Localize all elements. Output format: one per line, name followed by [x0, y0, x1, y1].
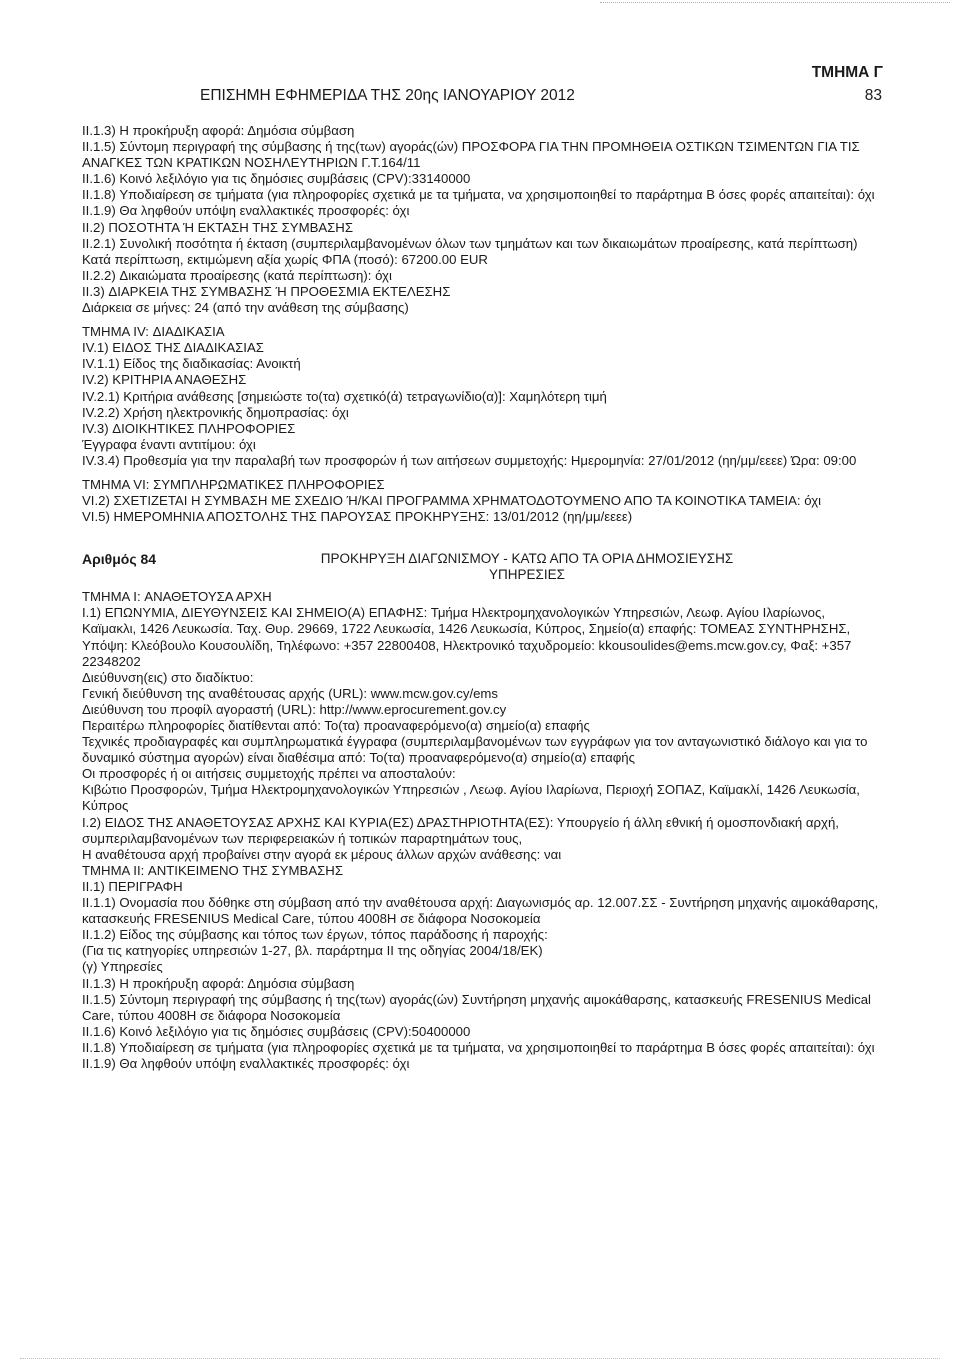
paragraph: Διάρκεια σε μήνες: 24 (από την ανάθεση της σύμβασης)	[82, 300, 409, 316]
document-body	[82, 123, 882, 1072]
block-contract-details	[82, 123, 882, 316]
paragraph: II.1.9) Θα ληφθούν υπόψη εναλλακτικές προσφορές: όχι	[82, 1055, 410, 1071]
paragraph: Διεύθυνση του προφίλ αγοραστή (URL): http://www.eprocurement.gov.cy	[82, 701, 507, 717]
section-heading: ΤΜΗΜΑ VI: ΣΥΜΠΛΗΡΩΜΑΤΙΚΕΣ ΠΛΗΡΟΦΟΡΙΕΣ	[82, 476, 385, 492]
paragraph: II.1.2) Είδος της σύμβασης και τόπος των έργων, τόπος παράδοσης ή παροχής:	[82, 927, 548, 943]
paragraph: IV.3) ΔΙΟΙΚΗΤΙΚΕΣ ΠΛΗΡΟΦΟΡΙΕΣ	[82, 420, 296, 436]
notice-number: Αριθμός 84	[82, 551, 157, 568]
block-procedure	[82, 324, 882, 469]
notice-title-line: ΠΡΟΚΗΡΥΞΗ ΔΙΑΓΩΝΙΣΜΟΥ - ΚΑΤΩ ΑΠΟ ΤΑ ΟΡΙΑ ΔΗΜΟΣΙΕΥΣΗΣ	[320, 551, 734, 567]
paragraph: (Για τις κατηγορίες υπηρεσιών 1-27, βλ. παράρτημα II της οδηγίας 2004/18/ΕΚ)	[82, 943, 543, 959]
paragraph: IV.2.1) Κριτήρια ανάθεσης [σημειώστε το(τα) σχετικό(ά) τετραγωνίδιο(α)]: Χαμηλότερη τιμή	[82, 388, 607, 404]
paragraph: IV.2) ΚΡΙΤΗΡΙΑ ΑΝΑΘΕΣΗΣ	[82, 372, 247, 388]
section-label: ΤΜΗΜΑ Γ	[811, 64, 883, 81]
paragraph: II.2.2) Δικαιώματα προαίρεσης (κατά περίπτωση): όχι	[82, 267, 392, 283]
paragraph: VI.5) ΗΜΕΡΟΜΗΝΙΑ ΑΠΟΣΤΟΛΗΣ ΤΗΣ ΠΑΡΟΥΣΑΣ ΠΡΟΚΗΡΥΞΗΣ: 13/01/2012 (ηη/μμ/εεεε)	[82, 509, 633, 525]
notice-title	[172, 551, 882, 583]
paragraph: Γενική διεύθυνση της αναθέτουσας αρχής (URL): www.mcw.gov.cy/ems	[82, 685, 499, 701]
paragraph: Η αναθέτουσα αρχή προβαίνει στην αγορά εκ μέρους άλλων αρχών ανάθεσης: ναι	[82, 846, 562, 862]
paragraph: II.2) ΠΟΣΟΤΗΤΑ Ή ΕΚΤΑΣΗ ΤΗΣ ΣΥΜΒΑΣΗΣ	[82, 219, 353, 235]
paragraph: II.3) ΔΙΑΡΚΕΙΑ ΤΗΣ ΣΥΜΒΑΣΗΣ Ή ΠΡΟΘΕΣΜΙΑ ΕΚΤΕΛΕΣΗΣ	[82, 283, 451, 299]
paragraph: Έγγραφα έναντι αντιτίμου: όχι	[82, 436, 256, 452]
paragraph: II.1.3) Η προκήρυξη αφορά: Δημόσια σύμβαση	[82, 123, 355, 138]
paragraph: Κατά περίπτωση, εκτιμώμενη αξία χωρίς ΦΠΑ (ποσό): 67200.00 EUR	[82, 251, 488, 267]
paragraph: II.1.8) Υποδιαίρεση σε τμήματα (για πληροφορίες σχετικά με τα τμήματα, να χρησιμοποιηθεί το παράρτημα Β όσες φορές απαιτείται): όχι	[82, 1039, 875, 1055]
paragraph: II.1.1) Ονομασία που δόθηκε στη σύμβαση από την αναθέτουσα αρχή: Διαγωνισμός αρ. 12.007.ΣΣ - Συντήρηση μηχανής αιμοκάθαρσης, κατασκευής FRESENIUS Medical Care, τύπου 4008H σε διάφορα Νοσοκομεία	[82, 895, 879, 927]
paragraph: Τεχνικές προδιαγραφές και συμπληρωματικά έγγραφα (συμπεριλαμβανομένων των εγγράφων για τον ανταγωνιστικό διάλογο και για το δυναμικό σύστημα αγορών) είναι διαθέσιμα από: Το(τα) προαναφερόμενο(α) σημείο(α) επαφής	[82, 734, 868, 766]
paragraph: II.1.6) Κοινό λεξιλόγιο για τις δημόσιες συμβάσεις (CPV):33140000	[82, 171, 471, 187]
section-heading: ΤΜΗΜΑ I: ΑΝΑΘΕΤΟΥΣΑ ΑΡΧΗ	[82, 589, 272, 605]
notice-header	[82, 541, 882, 581]
paragraph: VI.2) ΣΧΕΤΙΖΕΤΑΙ Η ΣΥΜΒΑΣΗ ΜΕ ΣΧΕΔΙΟ Ή/ΚΑΙ ΠΡΟΓΡΑΜΜΑ ΧΡΗΜΑΤΟΔΟΤΟΥΜΕΝΟ ΑΠΟ ΤΑ ΚΟΙΝΟΤΙΚΑ ΤΑΜΕΙΑ: όχι	[82, 493, 822, 509]
paragraph: IV.2.2) Χρήση ηλεκτρονικής δημοπρασίας: όχι	[82, 404, 349, 420]
paragraph: Οι προσφορές ή οι αιτήσεις συμμετοχής πρέπει να αποσταλούν:	[82, 766, 456, 782]
section-heading: ΤΜΗΜΑ II: ΑΝΤΙΚΕΙΜΕΝΟ ΤΗΣ ΣΥΜΒΑΣΗΣ	[82, 862, 343, 878]
paragraph: I.1) ΕΠΩΝΥΜΙΑ, ΔΙΕΥΘΥΝΣΕΙΣ ΚΑΙ ΣΗΜΕΙΟ(Α) ΕΠΑΦΗΣ: Τμήμα Ηλεκτρομηχανολογικών Υπηρεσιών, Λεωφ. Αγίου Ιλαρίωνος, Καϊμακλι, 1426 Λευκωσία. Ταχ. Θυρ. 29669, 1722 Λευκωσία, 1426 Λευκωσία, Κύπρος, Σημείο(α) επαφής: ΤΟΜΕΑΣ ΣΥΝΤΗΡΗΣΗΣ, Υπόψη: Κλεόβουλο Κουσουλίδη, Τηλέφωνο: +357 22800408, Ηλεκτρονικό ταχυδρομείο: kkousoulides@ems.mcw.gov.cy, Φαξ: +357 22348202	[82, 605, 852, 669]
paragraph: II.2.1) Συνολική ποσότητα ή έκταση (συμπεριλαμβανομένων όλων των τμημάτων και των δικαιωμάτων προαίρεσης, κατά περίπτωση)	[82, 235, 858, 251]
paragraph: IV.1.1) Είδος της διαδικασίας: Ανοικτή	[82, 356, 301, 372]
paragraph: II.1.5) Σύντομη περιγραφή της σύμβασης ή της(των) αγοράς(ών) ΠΡΟΣΦΟΡΑ ΓΙΑ ΤΗΝ ΠΡΟΜΗΘΕΙΑ ΟΣΤΙΚΩΝ ΤΣΙΜΕΝΤΩΝ ΓΙΑ ΤΙΣ ΑΝΑΓΚΕΣ ΤΩΝ ΚΡΑΤΙΚΩΝ ΝΟΣΗΛΕΥΤΗΡΙΩΝ Γ.Τ.164/11	[82, 139, 860, 171]
page-number: 83	[864, 87, 882, 104]
paragraph: II.1.9) Θα ληφθούν υπόψη εναλλακτικές προσφορές: όχι	[82, 203, 410, 219]
paragraph: (γ) Υπηρεσίες	[82, 959, 163, 975]
scan-artifact	[20, 1358, 940, 1360]
paragraph: IV.1) ΕΙΔΟΣ ΤΗΣ ΔΙΑΔΙΚΑΣΙΑΣ	[82, 340, 264, 356]
journal-title: ΕΠΙΣΗΜΗ ΕΦΗΜΕΡΙΔΑ ΤΗΣ 20ης ΙΑΝΟΥΑΡΙΟΥ 2012	[200, 87, 575, 104]
paragraph: Διεύθυνση(εις) στο διαδίκτυο:	[82, 669, 254, 685]
paragraph: II.1) ΠΕΡΙΓΡΑΦΗ	[82, 878, 183, 894]
paragraph: II.1.6) Κοινό λεξιλόγιο για τις δημόσιες συμβάσεις (CPV):50400000	[82, 1023, 471, 1039]
scan-artifact	[600, 2, 950, 5]
block-contracting-authority	[82, 589, 882, 1072]
block-supplementary	[82, 477, 882, 525]
paragraph: II.1.8) Υποδιαίρεση σε τμήματα (για πληροφορίες σχετικά με τα τμήματα, να χρησιμοποιηθεί το παράρτημα Β όσες φορές απαιτείται): όχι	[82, 187, 875, 203]
section-heading: ΤΜΗΜΑ IV: ΔΙΑΔΙΚΑΣΙΑ	[82, 324, 225, 340]
paragraph: Κιβώτιο Προσφορών, Τμήμα Ηλεκτρομηχανολογικών Υπηρεσιών , Λεωφ. Αγίου Ιλαρίωνα, Περιοχή ΣΟΠΑΖ, Καϊμακλί, 1426 Λευκωσία, Κύπρος	[82, 782, 860, 814]
paragraph: II.1.5) Σύντομη περιγραφή της σύμβασης ή της(των) αγοράς(ών) Συντήρηση μηχανής αιμοκάθαρσης, κατασκευής FRESENIUS Medical Care, τύπου 4008H σε διάφορα Νοσοκομεία	[82, 991, 871, 1023]
paragraph: IV.3.4) Προθεσμία για την παραλαβή των προσφορών ή των αιτήσεων συμμετοχής: Ημερομηνία: 27/01/2012 (ηη/μμ/εεεε) Ώρα: 09:00	[82, 452, 857, 468]
paragraph: II.1.3) Η προκήρυξη αφορά: Δημόσια σύμβαση	[82, 975, 355, 991]
paragraph: I.2) ΕΙΔΟΣ ΤΗΣ ΑΝΑΘΕΤΟΥΣΑΣ ΑΡΧΗΣ ΚΑΙ ΚΥΡΙΑ(ΕΣ) ΔΡΑΣΤΗΡΙΟΤΗΤΑ(ΕΣ): Υπουργείο ή άλλη εθνική ή ομοσπονδιακή αρχή, συμπεριλαμβανομένων των περιφερειακών ή τοπικών παραρτημάτων τους,	[82, 814, 839, 846]
paragraph: Περαιτέρω πληροφορίες διατίθενται από: Το(τα) προαναφερόμενο(α) σημείο(α) επαφής	[82, 718, 590, 733]
notice-title-line: ΥΠΗΡΕΣΙΕΣ	[489, 567, 565, 583]
